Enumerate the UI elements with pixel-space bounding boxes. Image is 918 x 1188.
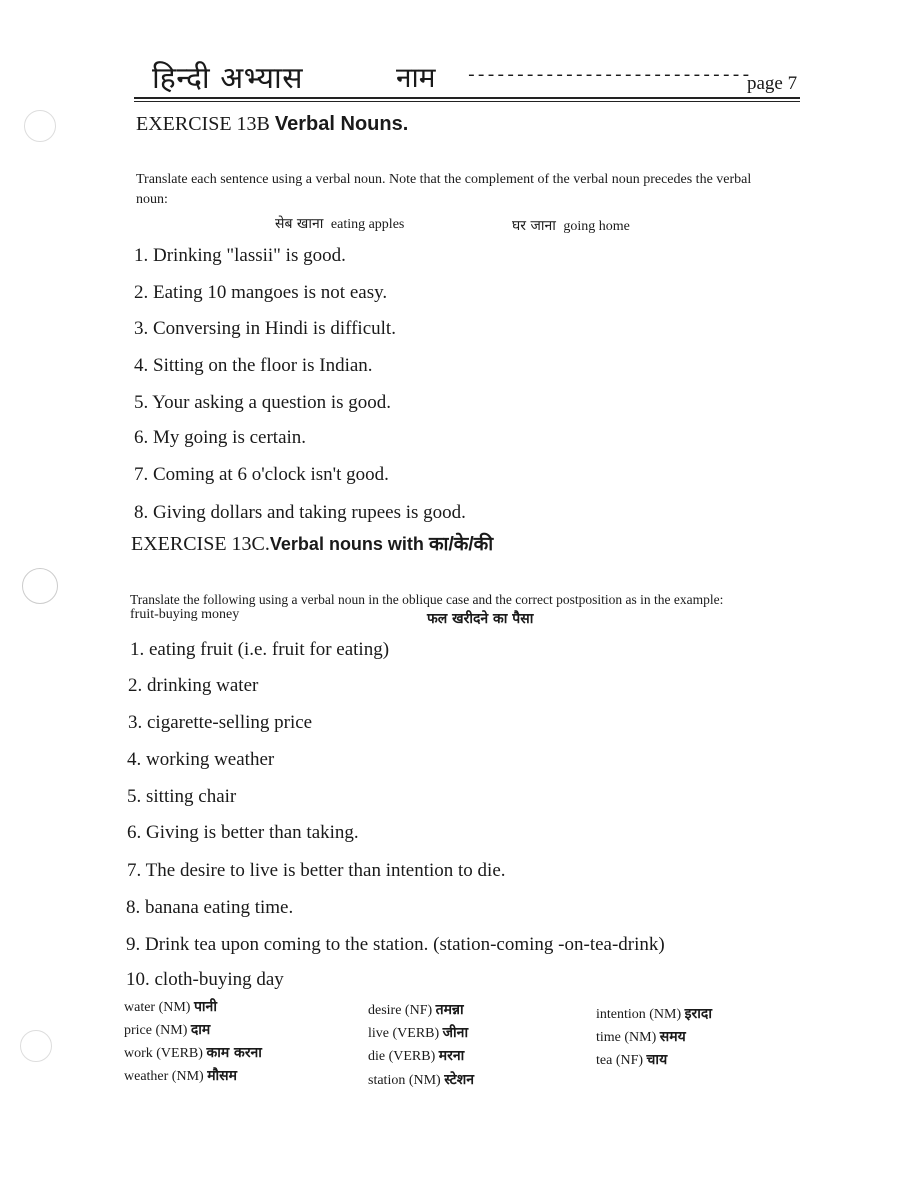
exercise-13c-example-english: fruit-buying money: [130, 607, 240, 622]
vocab-hindi: जीना: [442, 1025, 469, 1041]
exercise-13b-item: 8. Giving dollars and taking rupees is good.: [134, 502, 466, 523]
vocab-entry: [124, 1066, 237, 1085]
vocab-entry: [368, 1023, 468, 1042]
punch-hole-mark: [20, 1030, 52, 1062]
vocab-english: water (NM): [124, 1000, 191, 1015]
exercise-13c-example-hindi: फल खरीदने का पैसा: [427, 611, 534, 627]
exercise-13c-number: EXERCISE 13C.: [131, 533, 270, 555]
exercise-13b-item: 3. Conversing in Hindi is difficult.: [134, 318, 396, 339]
vocab-english: tea (NF): [596, 1053, 644, 1068]
exercise-13b-instruction-1: Translate each sentence using a verbal noun. Note that the complement of the verbal noun precedes the verbal: [136, 172, 752, 187]
vocab-entry: [596, 1027, 686, 1046]
vocab-hindi: तमन्ना: [435, 1002, 464, 1018]
exercise-13b-item: 7. Coming at 6 o'clock isn't good.: [134, 464, 389, 485]
exercise-13b-topic: Verbal Nouns.: [274, 113, 409, 135]
exercise-13c-item: 7. The desire to live is better than intention to die.: [127, 860, 506, 881]
vocab-entry: [124, 997, 217, 1016]
header-rule: [134, 101, 800, 102]
exercise-13b-instruction-2: noun:: [136, 192, 168, 207]
vocab-english: price (NM): [124, 1023, 188, 1038]
vocab-hindi: काम करना: [206, 1045, 262, 1061]
example-2-english: going home: [563, 219, 630, 234]
exercise-13b-item: 5. Your asking a question is good.: [134, 392, 392, 413]
page-number: page 7: [747, 73, 798, 94]
vocab-english: live (VERB): [368, 1026, 440, 1041]
exercise-13b-heading: [136, 113, 408, 136]
example-1-hindi: सेब खाना: [275, 216, 324, 232]
example-1: [275, 214, 404, 233]
vocab-english: desire (NF): [368, 1003, 433, 1018]
vocab-entry: [124, 1043, 262, 1062]
punch-hole-mark: [24, 110, 56, 142]
exercise-13c-item: 1. eating fruit (i.e. fruit for eating): [130, 639, 390, 660]
vocab-hindi: इरादा: [684, 1006, 712, 1022]
vocab-entry: [368, 1046, 464, 1065]
vocab-english: weather (NM): [124, 1069, 204, 1084]
vocab-hindi: चाय: [646, 1052, 668, 1068]
vocab-hindi: स्टेशन: [444, 1072, 475, 1088]
vocab-entry: [368, 1070, 474, 1089]
exercise-13b-item: 4. Sitting on the floor is Indian.: [134, 355, 373, 376]
exercise-13b-number: EXERCISE 13B: [136, 113, 270, 135]
vocab-english: die (VERB): [368, 1049, 436, 1064]
exercise-13c-item: 10. cloth-buying day: [126, 969, 284, 990]
worksheet-title: हिन्दी अभ्यास: [152, 61, 304, 96]
exercise-13c-item: 4. working weather: [127, 749, 275, 770]
example-2: [512, 216, 630, 235]
exercise-13c-heading: [131, 530, 493, 556]
vocab-entry: [368, 1000, 464, 1019]
header-rule: [134, 97, 800, 99]
exercise-13b-item: 1. Drinking "lassii" is good.: [134, 245, 346, 266]
punch-hole-mark: [22, 568, 58, 604]
exercise-13c-instruction: Translate the following using a verbal noun in the oblique case and the correct postposition as in the example:: [130, 592, 724, 607]
exercise-13c-item: 8. banana eating time.: [126, 897, 294, 918]
vocab-english: work (VERB): [124, 1046, 203, 1061]
name-label: नाम: [396, 61, 436, 94]
example-2-hindi: घर जाना: [512, 218, 556, 234]
vocab-english: intention (NM): [596, 1007, 682, 1022]
exercise-13c-postpositions: का/के/की: [428, 534, 494, 555]
vocab-hindi: मौसम: [207, 1068, 238, 1084]
example-1-english: eating apples: [330, 217, 405, 232]
name-blank-line[interactable]: -----------------------------: [466, 66, 751, 86]
vocab-hindi: दाम: [190, 1022, 211, 1038]
exercise-13c-item: 3. cigarette-selling price: [128, 712, 313, 733]
exercise-13b-item: 2. Eating 10 mangoes is not easy.: [134, 282, 388, 303]
vocab-english: station (NM): [368, 1073, 441, 1088]
exercise-13b-item: 6. My going is certain.: [134, 427, 307, 448]
exercise-13c-topic: Verbal nouns with: [269, 534, 424, 554]
vocab-hindi: पानी: [193, 999, 217, 1015]
exercise-13c-item: 2. drinking water: [128, 675, 259, 696]
exercise-13c-item: 5. sitting chair: [127, 786, 237, 807]
vocab-entry: [596, 1004, 712, 1023]
exercise-13c-item: 6. Giving is better than taking.: [127, 822, 359, 843]
vocab-english: time (NM): [596, 1030, 657, 1045]
exercise-13c-item: 9. Drink tea upon coming to the station. (station-coming -on-tea-drink): [126, 934, 665, 955]
vocab-entry: [596, 1050, 667, 1069]
vocab-hindi: समय: [659, 1029, 686, 1045]
vocab-hindi: मरना: [438, 1048, 465, 1064]
vocab-entry: [124, 1020, 210, 1039]
